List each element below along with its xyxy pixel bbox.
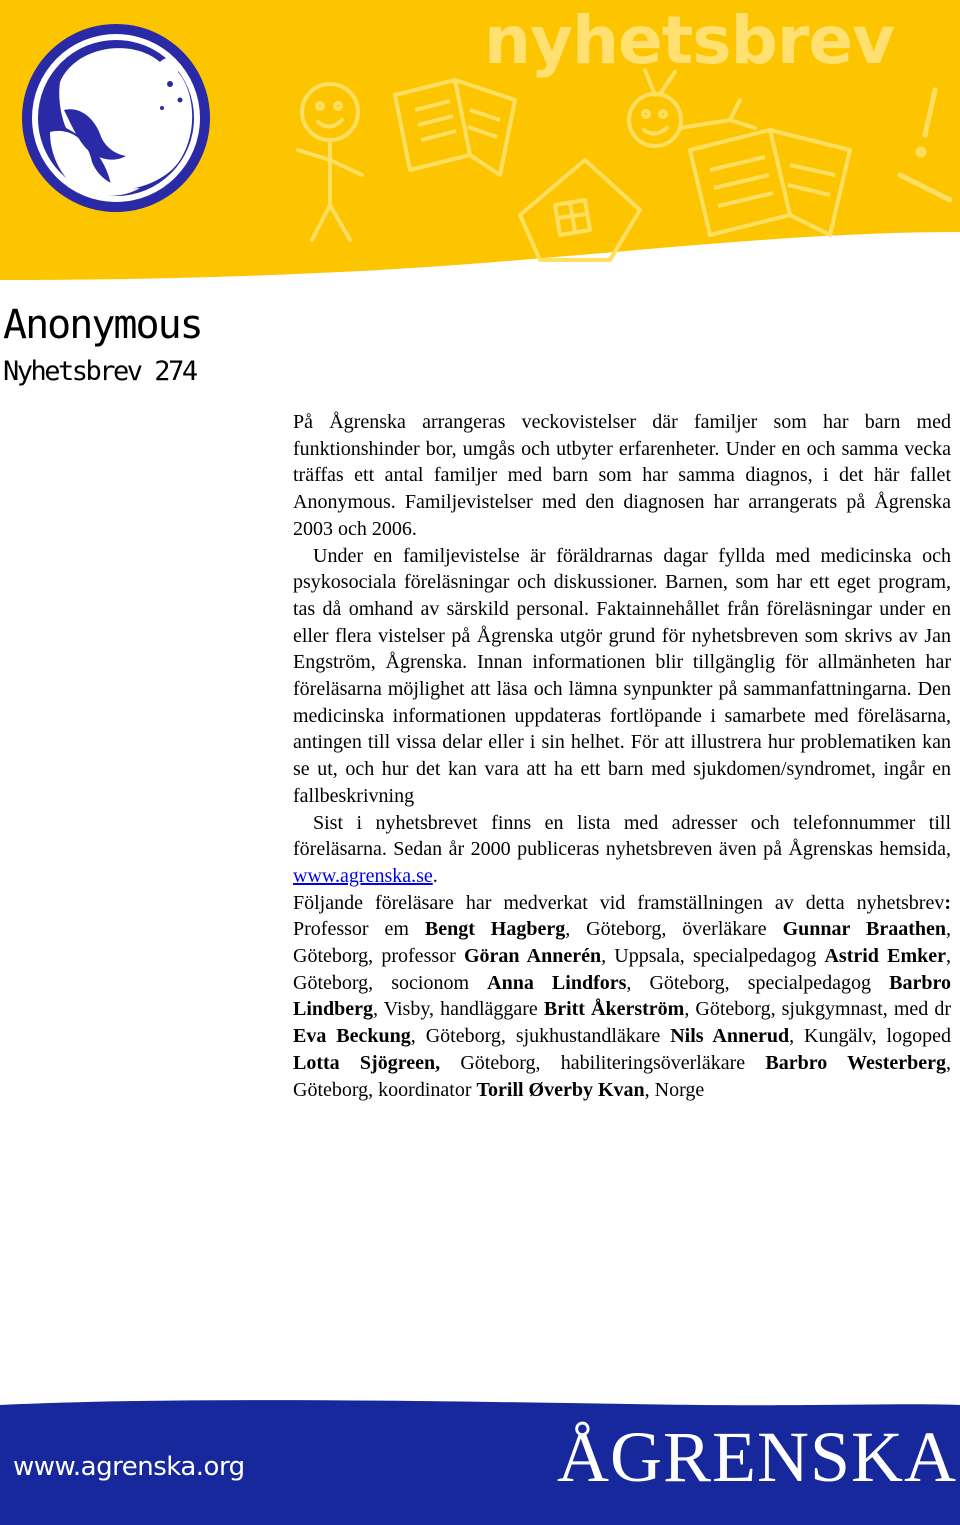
contributor-name: Barbro Lindberg bbox=[293, 971, 951, 1021]
contributor-name: Gunnar Braathen bbox=[782, 918, 946, 941]
contributor-affiliation: , Norge bbox=[644, 1078, 705, 1101]
contributor-name: Bengt Hagberg bbox=[424, 918, 566, 941]
contributor-affiliation: , Göteborg, professor bbox=[293, 918, 951, 968]
contributor-role: Professor em bbox=[293, 918, 425, 941]
document-title: Anonymous bbox=[3, 302, 202, 348]
contributor-affiliation: , Göteborg, sjukhustandläkare bbox=[410, 1025, 671, 1048]
contributor-affiliation: , Göteborg, sjukgymnast, med dr bbox=[684, 998, 951, 1021]
footer-brand-logo: ÅGRENSKA bbox=[557, 1417, 958, 1497]
contributors-paragraph bbox=[293, 890, 951, 1104]
contributor-list bbox=[293, 918, 951, 1100]
contributor-name: Nils Annerud bbox=[670, 1025, 790, 1048]
contributor-name: Eva Beckung bbox=[293, 1025, 411, 1048]
article-body bbox=[293, 409, 951, 1103]
intro-paragraph: På Ågrenska arrangeras veckovistelser där familjer som har barn med funktionshinder bor, umgås och utbyter erfarenheter. Under en och samma vecka träffas ett antal familjer med barn som har samma diagnos, i det här fallet Anonymous. Familjevistelser med den diagnosen har arrangerats på Ågrenska 2003 och 2006. bbox=[293, 411, 951, 540]
wave-logo-icon bbox=[20, 22, 212, 214]
contributors-colon: : bbox=[944, 891, 951, 914]
contact-text: Sist i nyhetsbrevet finns en lista med adresser och telefonnummer till föreläsarna. Sedan år 2000 publiceras nyhetsbreven även på Ågrenskas hemsida, bbox=[293, 811, 951, 861]
contributor-name: Lotta Sjögreen, bbox=[293, 1051, 441, 1074]
contributor-name: Torill Øverby Kvan bbox=[476, 1078, 645, 1101]
contributor-name: Anna Lindfors bbox=[487, 971, 627, 994]
contributor-affiliation: Göteborg, habiliteringsöverläkare bbox=[440, 1051, 766, 1074]
contributor-name: Britt Åkerström bbox=[543, 998, 685, 1021]
contributor-affiliation: , Kungälv, logoped bbox=[789, 1025, 951, 1048]
document-subtitle: Nyhetsbrev 274 bbox=[3, 356, 196, 387]
contributor-affiliation: , Göteborg, specialpedagog bbox=[626, 971, 890, 994]
contributor-affiliation: , Uppsala, specialpedagog bbox=[601, 945, 825, 968]
program-paragraph: Under en familjevistelse är föräldrarnas dagar fyllda med medicinska och psykosociala föreläsningar och diskussioner. Barnen, som har ett eget program, tas då omhand av särskild personal. Faktainnehållet från föreläsningar under en eller flera vistelser på Ågrenska utgör grund för nyhetsbreven som skrivs av Jan Engström, Ågrenska. Innan informationen blir tillgänglig för allmänheten har föreläsarna möjlighet att läsa och lämna synpunkter på sammanfattningarna. Den medicinska informationen uppdateras fortlöpande i samarbete med föreläsarna, antingen till vissa delar eller i sin helhet. För att illustrera hur problematiken kan se ut, och hur det kan vara att ha ett barn med sjukdomen/syndromet, ingår en fallbeskrivning bbox=[293, 544, 951, 807]
contributor-name: Göran Annerén bbox=[463, 945, 602, 968]
contributor-name: Astrid Emker bbox=[824, 945, 946, 968]
contact-paragraph bbox=[293, 810, 951, 890]
masthead: nyhetsbrev bbox=[484, 2, 895, 79]
agrenska-website-link[interactable]: www.agrenska.se bbox=[293, 864, 433, 887]
contributors-intro: Följande föreläsare har medverkat vid framställningen av detta nyhetsbrev bbox=[293, 891, 945, 914]
contributor-name: Barbro Westerberg bbox=[765, 1051, 947, 1074]
contributor-affiliation: , Göteborg, socionom bbox=[293, 945, 951, 994]
contributor-affiliation: , Visby, handläggare bbox=[373, 998, 544, 1021]
contributor-affiliation: , Göteborg, överläkare bbox=[565, 918, 783, 941]
contact-end: . bbox=[432, 864, 438, 887]
footer-url[interactable]: www.agrenska.org bbox=[13, 1452, 245, 1482]
contributor-affiliation: , Göteborg, koordinator bbox=[293, 1051, 952, 1101]
